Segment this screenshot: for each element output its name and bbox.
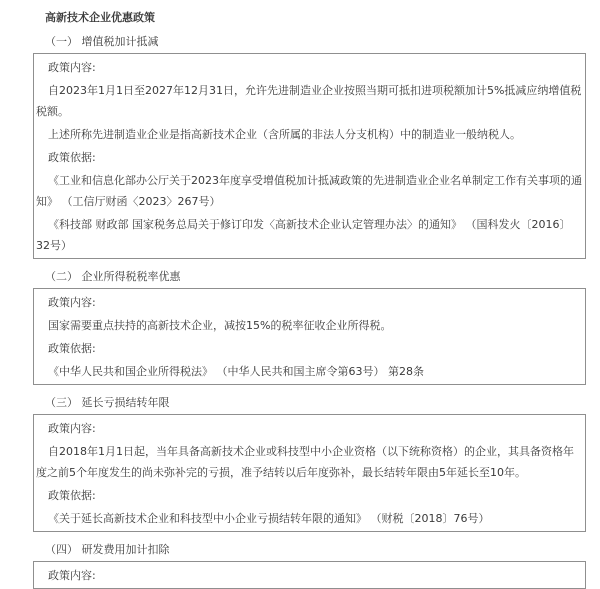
policy-basis-item: 《关于延长高新技术企业和科技型中小企业亏损结转年限的通知》 （财税〔2018〕76号） <box>48 512 490 525</box>
page-title: 高新技术企业优惠政策 <box>45 11 155 24</box>
policy-basis-item: 《科技部 财政部 国家税务总局关于修订印发〈高新技术企业认定管理办法〉的通知》 （国科发火〔2016〕32号） <box>36 218 571 252</box>
policy-basis-item: 《工业和信息化部办公厅关于2023年度享受增值税加计抵减政策的先进制造业企业名单制定工作有关事项的通知》 （工信厅财函〈2023〉267号） <box>36 174 582 208</box>
policy-section-1 <box>33 36 586 259</box>
section-heading-1: （一） 增值税加计抵减 <box>45 35 159 48</box>
section-heading-4: （四） 研发费用加计扣除 <box>45 543 170 556</box>
policy-content-paragraph: 自2023年1月1日至2027年12月31日，允许先进制造业企业按照当期可抵扣进项税额加计5%抵减应纳增值税税额。 <box>36 84 582 118</box>
policy-box-1 <box>33 53 586 259</box>
policy-box-2 <box>33 288 586 385</box>
policy-basis-label: 政策依据: <box>48 489 96 502</box>
policy-section-2 <box>33 271 586 385</box>
policy-content-paragraph: 国家需要重点扶持的高新技术企业，减按15%的税率征收企业所得税。 <box>48 319 392 332</box>
policy-basis-label: 政策依据: <box>48 151 96 164</box>
policy-content-label: 政策内容: <box>48 422 96 435</box>
policy-basis-item: 《中华人民共和国企业所得税法》 （中华人民共和国主席令第63号） 第28条 <box>48 365 424 378</box>
policy-box-3 <box>33 414 586 532</box>
policy-section-3 <box>33 397 586 532</box>
policy-content-label: 政策内容: <box>48 61 96 74</box>
policy-content-label: 政策内容: <box>48 296 96 309</box>
policy-basis-label: 政策依据: <box>48 342 96 355</box>
section-heading-2: （二） 企业所得税税率优惠 <box>45 270 181 283</box>
policy-box-4 <box>33 561 586 589</box>
policy-content-label: 政策内容: <box>48 569 96 582</box>
policy-content-paragraph: 上述所称先进制造业企业是指高新技术企业（含所属的非法人分支机构）中的制造业一般纳税人。 <box>48 128 521 141</box>
section-heading-3: （三） 延长亏损结转年限 <box>45 396 170 409</box>
policy-section-4 <box>33 544 586 589</box>
policy-content-paragraph: 自2018年1月1日起，当年具备高新技术企业或科技型中小企业资格（以下统称资格）的企业，其具备资格年度之前5个年度发生的尚未弥补完的亏损，准予结转以后年度弥补，最长结转年限由5年延长至10年。 <box>36 445 574 479</box>
